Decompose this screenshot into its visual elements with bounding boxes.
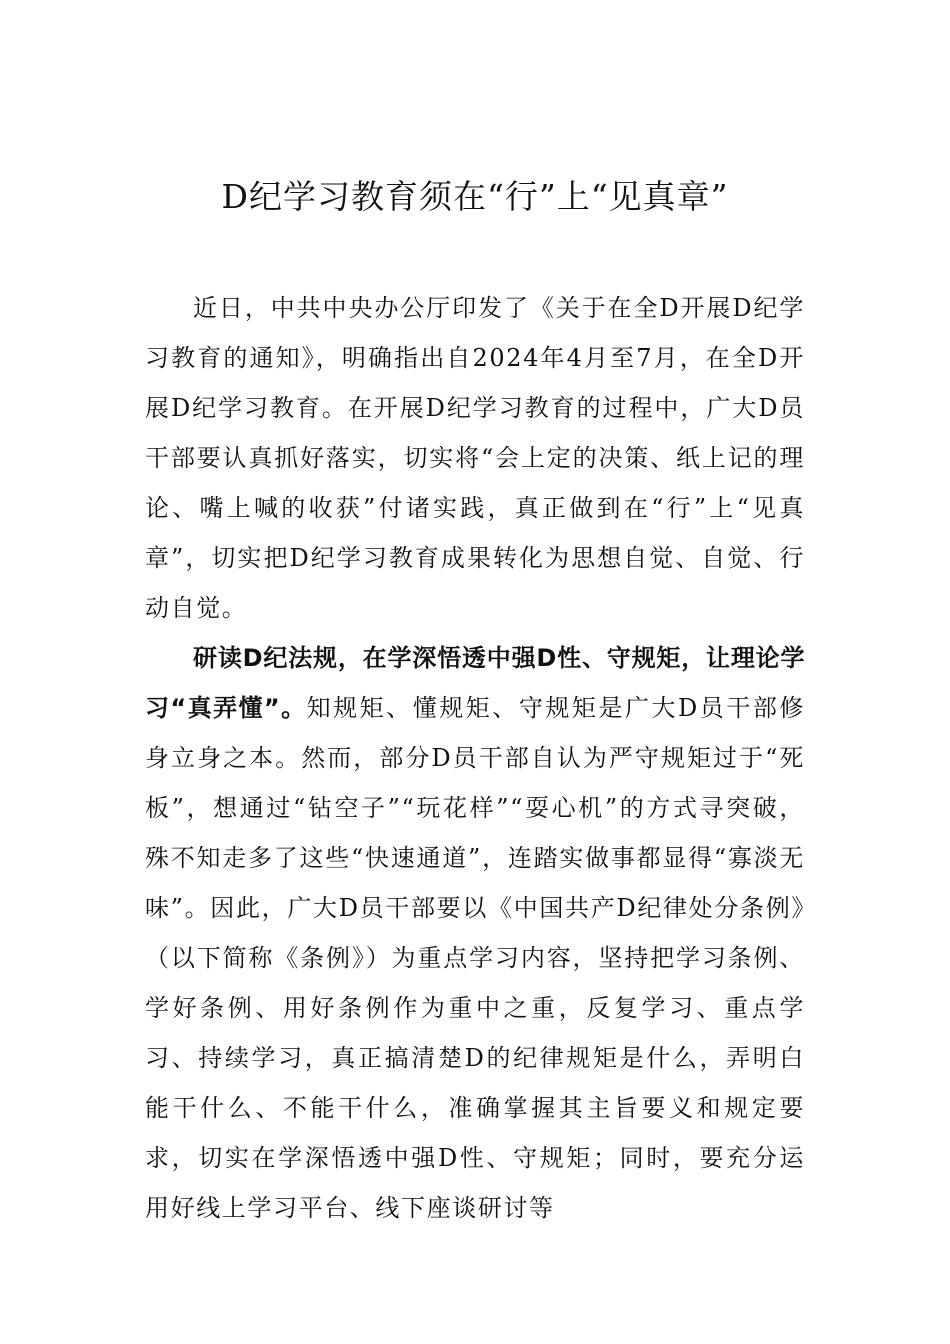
document-title: D纪学习教育须在“行”上“见真章” — [221, 177, 729, 216]
paragraph-2-text: 知规矩、懂规矩、守规矩是广大D员干部修身立身之本。然而，部分D员干部自认为严守规矩过于“死板”，想通过“钻空子”“玩花样”“耍心机”的方式寻突破，殊不知走多了这些“快速通道”，连踏实做事都显得“寡淡无味”。因此，广大D员干部要以《中国共产D纪律处分条例》（以下简称《条例》）为重点学习内容，坚持把学习条例、学好条例、用好条例作为重中之重，反复学习、重点学习、持续学习，真正搞清楚D的纪律规矩是什么，弄明白能干什么、不能干什么，准确掌握其主旨要义和规定要求，切实在学深悟透中强D性、守规矩；同时，要充分运用好线上学习平台、线下座谈研讨等 — [145, 694, 806, 1222]
document-body — [145, 283, 805, 1233]
paragraph-2-lead: 研读D纪法规，在学深悟透中强D性、守规矩，让理论学习“真弄懂”。 — [145, 644, 805, 722]
paragraph-1 — [145, 283, 805, 633]
paragraph-2 — [145, 633, 805, 1233]
paragraph-1-text: 近日，中共中央办公厅印发了《关于在全D开展D纪学习教育的通知》，明确指出自2024年4月至7月，在全D开展D纪学习教育。在开展D纪学习教育的过程中，广大D员干部要认真抓好落实，切实将“会上定的决策、纸上记的理论、嘴上喊的收获”付诸实践，真正做到在“行”上“见真章”，切实把D纪学习教育成果转化为思想自觉、自觉、行动自觉。 — [145, 294, 805, 622]
